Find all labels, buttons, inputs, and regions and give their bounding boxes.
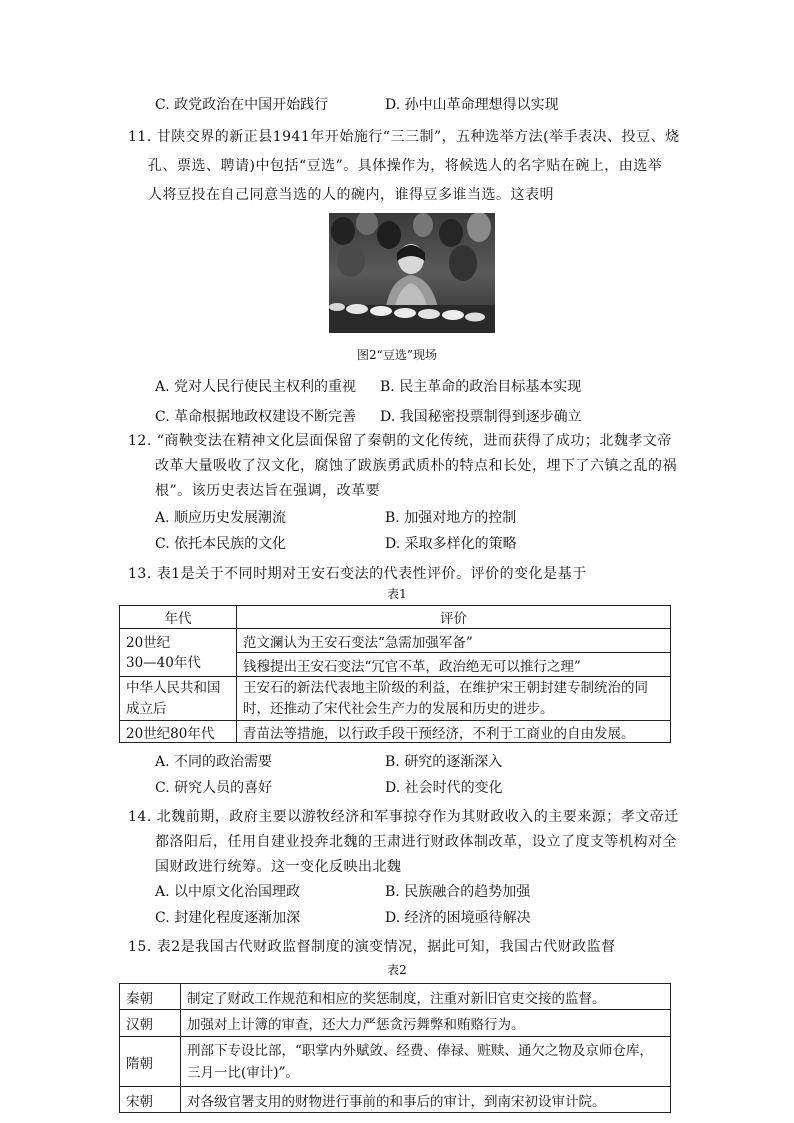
table1-row2-eval bbox=[237, 677, 671, 721]
bean-voting-illustration bbox=[329, 213, 495, 333]
q12-option-d: D. 采取多样化的策略 bbox=[385, 536, 517, 552]
q12-stem-line3: 根”。该历史表达旨在强调，改革要 bbox=[155, 483, 381, 499]
q13-option-c: C. 研究人员的喜好 bbox=[155, 780, 273, 796]
q10-option-c: C. 政党政治在中国开始践行 bbox=[155, 97, 329, 113]
q11-option-a: A. 党对人民行使民主权利的重视 bbox=[155, 379, 357, 395]
table2-title: 表2 bbox=[387, 963, 407, 977]
table2-row1-dynasty: 秦朝 bbox=[120, 984, 181, 1010]
q13-stem: 13. 表1是关于不同时期对王安石变法的代表性评价。评价的变化是基于 bbox=[128, 566, 587, 582]
table2-row bbox=[120, 1087, 671, 1113]
table2-row2-text: 加强对上计簿的审查，还大力严惩贪污舞弊和贿赂行为。 bbox=[181, 1010, 671, 1037]
table1-row3-eval: 青苗法等措施，以行政手段干预经济，不利于工商业的自由发展。 bbox=[237, 721, 671, 743]
q14-option-b: B. 民族融合的趋势加强 bbox=[385, 884, 531, 900]
table2-row3-text bbox=[181, 1037, 671, 1087]
q12-option-b: B. 加强对地方的控制 bbox=[385, 510, 517, 526]
table1-row1-era bbox=[120, 629, 237, 677]
table2-row1-text: 制定了财政工作规范和相应的奖惩制度，注重对新旧官吏交接的监督。 bbox=[181, 984, 671, 1010]
q12-option-a: A. 顺应历史发展潮流 bbox=[155, 510, 287, 526]
q14-stem-line3: 国财政进行统筹。这一变化反映出北魏 bbox=[155, 859, 402, 875]
q11-option-b: B. 民主革命的政治目标基本实现 bbox=[380, 379, 582, 395]
q11-stem-line2: 孔、票选、聘请)中包括“豆选”。具体操作为，将候选人的名字贴在碗上，由选举 bbox=[148, 158, 663, 174]
q11-option-c: C. 革命根据地政权建设不断完善 bbox=[155, 409, 357, 425]
q10-option-d: D. 孙中山革命理想得以实现 bbox=[385, 97, 559, 113]
q12-option-c: C. 依托本民族的文化 bbox=[155, 536, 287, 552]
table1 bbox=[119, 605, 671, 743]
table2-row3-text-b: 三月一比(审计)”。 bbox=[187, 1064, 299, 1081]
table1-title: 表1 bbox=[387, 587, 407, 601]
table2-row2-dynasty: 汉朝 bbox=[120, 1010, 181, 1037]
table2-row bbox=[120, 984, 671, 1010]
q12-stem-line2: 改革大量吸收了汉文化，腐蚀了跋族勇武质朴的特点和长处，埋下了六镇之乱的祸 bbox=[155, 458, 677, 474]
table1-row2-era-b: 成立后 bbox=[126, 700, 167, 717]
q11-option-d: D. 我国秘密投票制得到逐步确立 bbox=[380, 409, 582, 425]
q14-option-d: D. 经济的困境亟待解决 bbox=[385, 910, 531, 926]
table1-row1-eval-b: 钱穆提出王安石变法“冗官不革，政治绝无可以推行之理” bbox=[237, 653, 671, 677]
q14-option-c: C. 封建化程度逐渐加深 bbox=[155, 910, 301, 926]
table2-row4-dynasty: 宋朝 bbox=[120, 1087, 181, 1113]
table1-row2-era bbox=[120, 677, 237, 721]
q13-option-a: A. 不同的政治需要 bbox=[155, 754, 273, 770]
q11-stem-line3: 人将豆投在自己同意当选的人的碗内，谁得豆多谁当选。这表明 bbox=[148, 187, 554, 203]
q14-stem-line1: 14. 北魏前期，政府主要以游牧经济和军事掠夺作为其财政收入的主要来源；孝文帝迁 bbox=[128, 809, 679, 825]
q14-stem-line2: 都洛阳后，任用自建业投奔北魏的王肃进行财政体制改革，设立了度支等机构对全 bbox=[155, 834, 677, 850]
table1-header-eval: 评价 bbox=[237, 606, 671, 629]
q12-stem-line1: 12. “商鞅变法在精神文化层面保留了秦朝的文化传统，进而获得了成功；北魏孝文帝 bbox=[128, 433, 672, 449]
q13-option-d: D. 社会时代的变化 bbox=[385, 780, 503, 796]
table1-row1-eval-a: 范文澜认为王安石变法“急需加强军备” bbox=[237, 629, 671, 653]
q13-option-b: B. 研究的逐渐深入 bbox=[385, 754, 503, 770]
table1-row2-eval-a: 王安石的新法代表地主阶级的利益，在维护宋王朝封建专制统治的同 bbox=[243, 679, 648, 696]
q15-stem: 15. 表2是我国古代财政监督制度的演变情况，据此可知，我国古代财政监督 bbox=[128, 939, 616, 955]
table1-header-era: 年代 bbox=[120, 606, 237, 629]
table2 bbox=[119, 983, 671, 1113]
table2-row3-dynasty: 隋朝 bbox=[120, 1037, 181, 1087]
q11-photo-caption: 图2“豆选”现场 bbox=[357, 348, 437, 362]
table2-row3-text-a: 刑部下专设比部，“职掌内外赋敛、经费、俸禄、赃赎、通欠之物及京师仓库， bbox=[187, 1042, 653, 1059]
table1-row1-era-b: 30—40年代 bbox=[126, 654, 201, 671]
table1-row2-eval-b: 时，还推动了宋代社会生产力的发展和历史的进步。 bbox=[243, 700, 554, 717]
bean-voting-photo bbox=[329, 213, 495, 333]
table2-row bbox=[120, 1037, 671, 1087]
table2-row bbox=[120, 1010, 671, 1037]
q11-stem-line1: 11. 甘陕交界的新正县1941年开始施行“三三制”，五种选举方法(举手表决、投豆、烧 bbox=[128, 129, 680, 145]
q14-option-a: A. 以中原文化治国理政 bbox=[155, 884, 301, 900]
table2-row4-text: 对各级官署支用的财物进行事前的和事后的审计，到南宋初设审计院。 bbox=[181, 1087, 671, 1113]
table1-row3-era: 20世纪80年代 bbox=[120, 721, 237, 743]
table1-row2-era-a: 中华人民共和国 bbox=[126, 679, 221, 696]
table1-row1-era-a: 20世纪 bbox=[126, 634, 171, 651]
